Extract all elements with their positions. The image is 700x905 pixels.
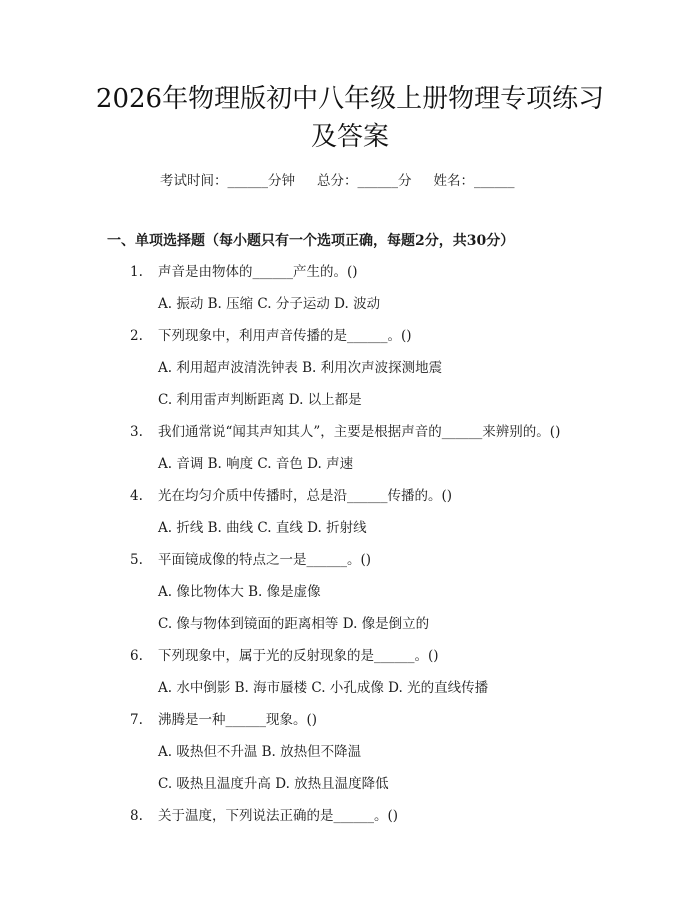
page-title — [60, 80, 640, 156]
question-number: 1. — [130, 264, 143, 280]
question-5-options-row-1: A. 像比物体大 B. 像是虚像 — [158, 584, 321, 600]
question-text: 关于温度，下列说法正确的是______。() — [158, 808, 399, 824]
question-2-options-row-1: A. 利用超声波清洗钟表 B. 利用次声波探测地震 — [158, 360, 443, 376]
question-text: 下列现象中，利用声音传播的是______。() — [158, 328, 412, 344]
question-text: 我们通常说“闻其声知其人”，主要是根据声音的______来辨别的。() — [158, 424, 561, 440]
question-6-options: A. 水中倒影 B. 海市蜃楼 C. 小孔成像 D. 光的直线传播 — [158, 680, 489, 696]
question-text: 声音是由物体的______产生的。() — [158, 264, 358, 280]
question-3-options: A. 音调 B. 响度 C. 音色 D. 声速 — [158, 456, 354, 472]
exam-info — [160, 169, 560, 189]
question-text: 下列现象中，属于光的反射现象的是______。() — [158, 648, 439, 664]
question-5-options-row-2: C. 像与物体到镜面的距离相等 D. 像是倒立的 — [158, 616, 430, 632]
question-8 — [130, 804, 398, 824]
section-heading: 一、单项选择题（每小题只有一个选项正确，每题2分，共30分） — [107, 233, 515, 249]
question-number: 8. — [130, 808, 143, 824]
question-2 — [130, 324, 412, 344]
question-text: 光在均匀介质中传播时，总是沿______传播的。() — [158, 488, 453, 504]
exam-name-field: 姓名：______ — [433, 173, 515, 189]
question-number: 4. — [130, 488, 143, 504]
question-6 — [130, 644, 439, 664]
question-number: 6. — [130, 648, 143, 664]
question-5 — [130, 548, 371, 568]
question-text: 沸腾是一种______现象。() — [158, 712, 318, 728]
question-text: 平面镜成像的特点之一是______。() — [158, 552, 372, 568]
question-7-options-row-2: C. 吸热且温度升高 D. 放热且温度降低 — [158, 776, 389, 792]
title-line-2: 及答案 — [310, 122, 389, 152]
question-number: 7. — [130, 712, 143, 728]
title-line-1: 2026年物理版初中八年级上册物理专项练习 — [95, 84, 605, 114]
question-number: 3. — [130, 424, 143, 440]
question-7-options-row-1: A. 吸热但不升温 B. 放热但不降温 — [158, 744, 362, 760]
question-number: 5. — [130, 552, 143, 568]
question-1 — [130, 260, 358, 280]
exam-time-field: 考试时间：______分钟 — [160, 173, 295, 189]
question-7 — [130, 708, 317, 728]
question-2-options-row-2: C. 利用雷声判断距离 D. 以上都是 — [158, 392, 362, 408]
exam-score-field: 总分：______分 — [317, 173, 412, 189]
question-4-options: A. 折线 B. 曲线 C. 直线 D. 折射线 — [158, 520, 367, 536]
question-4 — [130, 484, 452, 504]
question-1-options: A. 振动 B. 压缩 C. 分子运动 D. 波动 — [158, 296, 381, 312]
question-number: 2. — [130, 328, 143, 344]
question-3 — [130, 420, 560, 440]
